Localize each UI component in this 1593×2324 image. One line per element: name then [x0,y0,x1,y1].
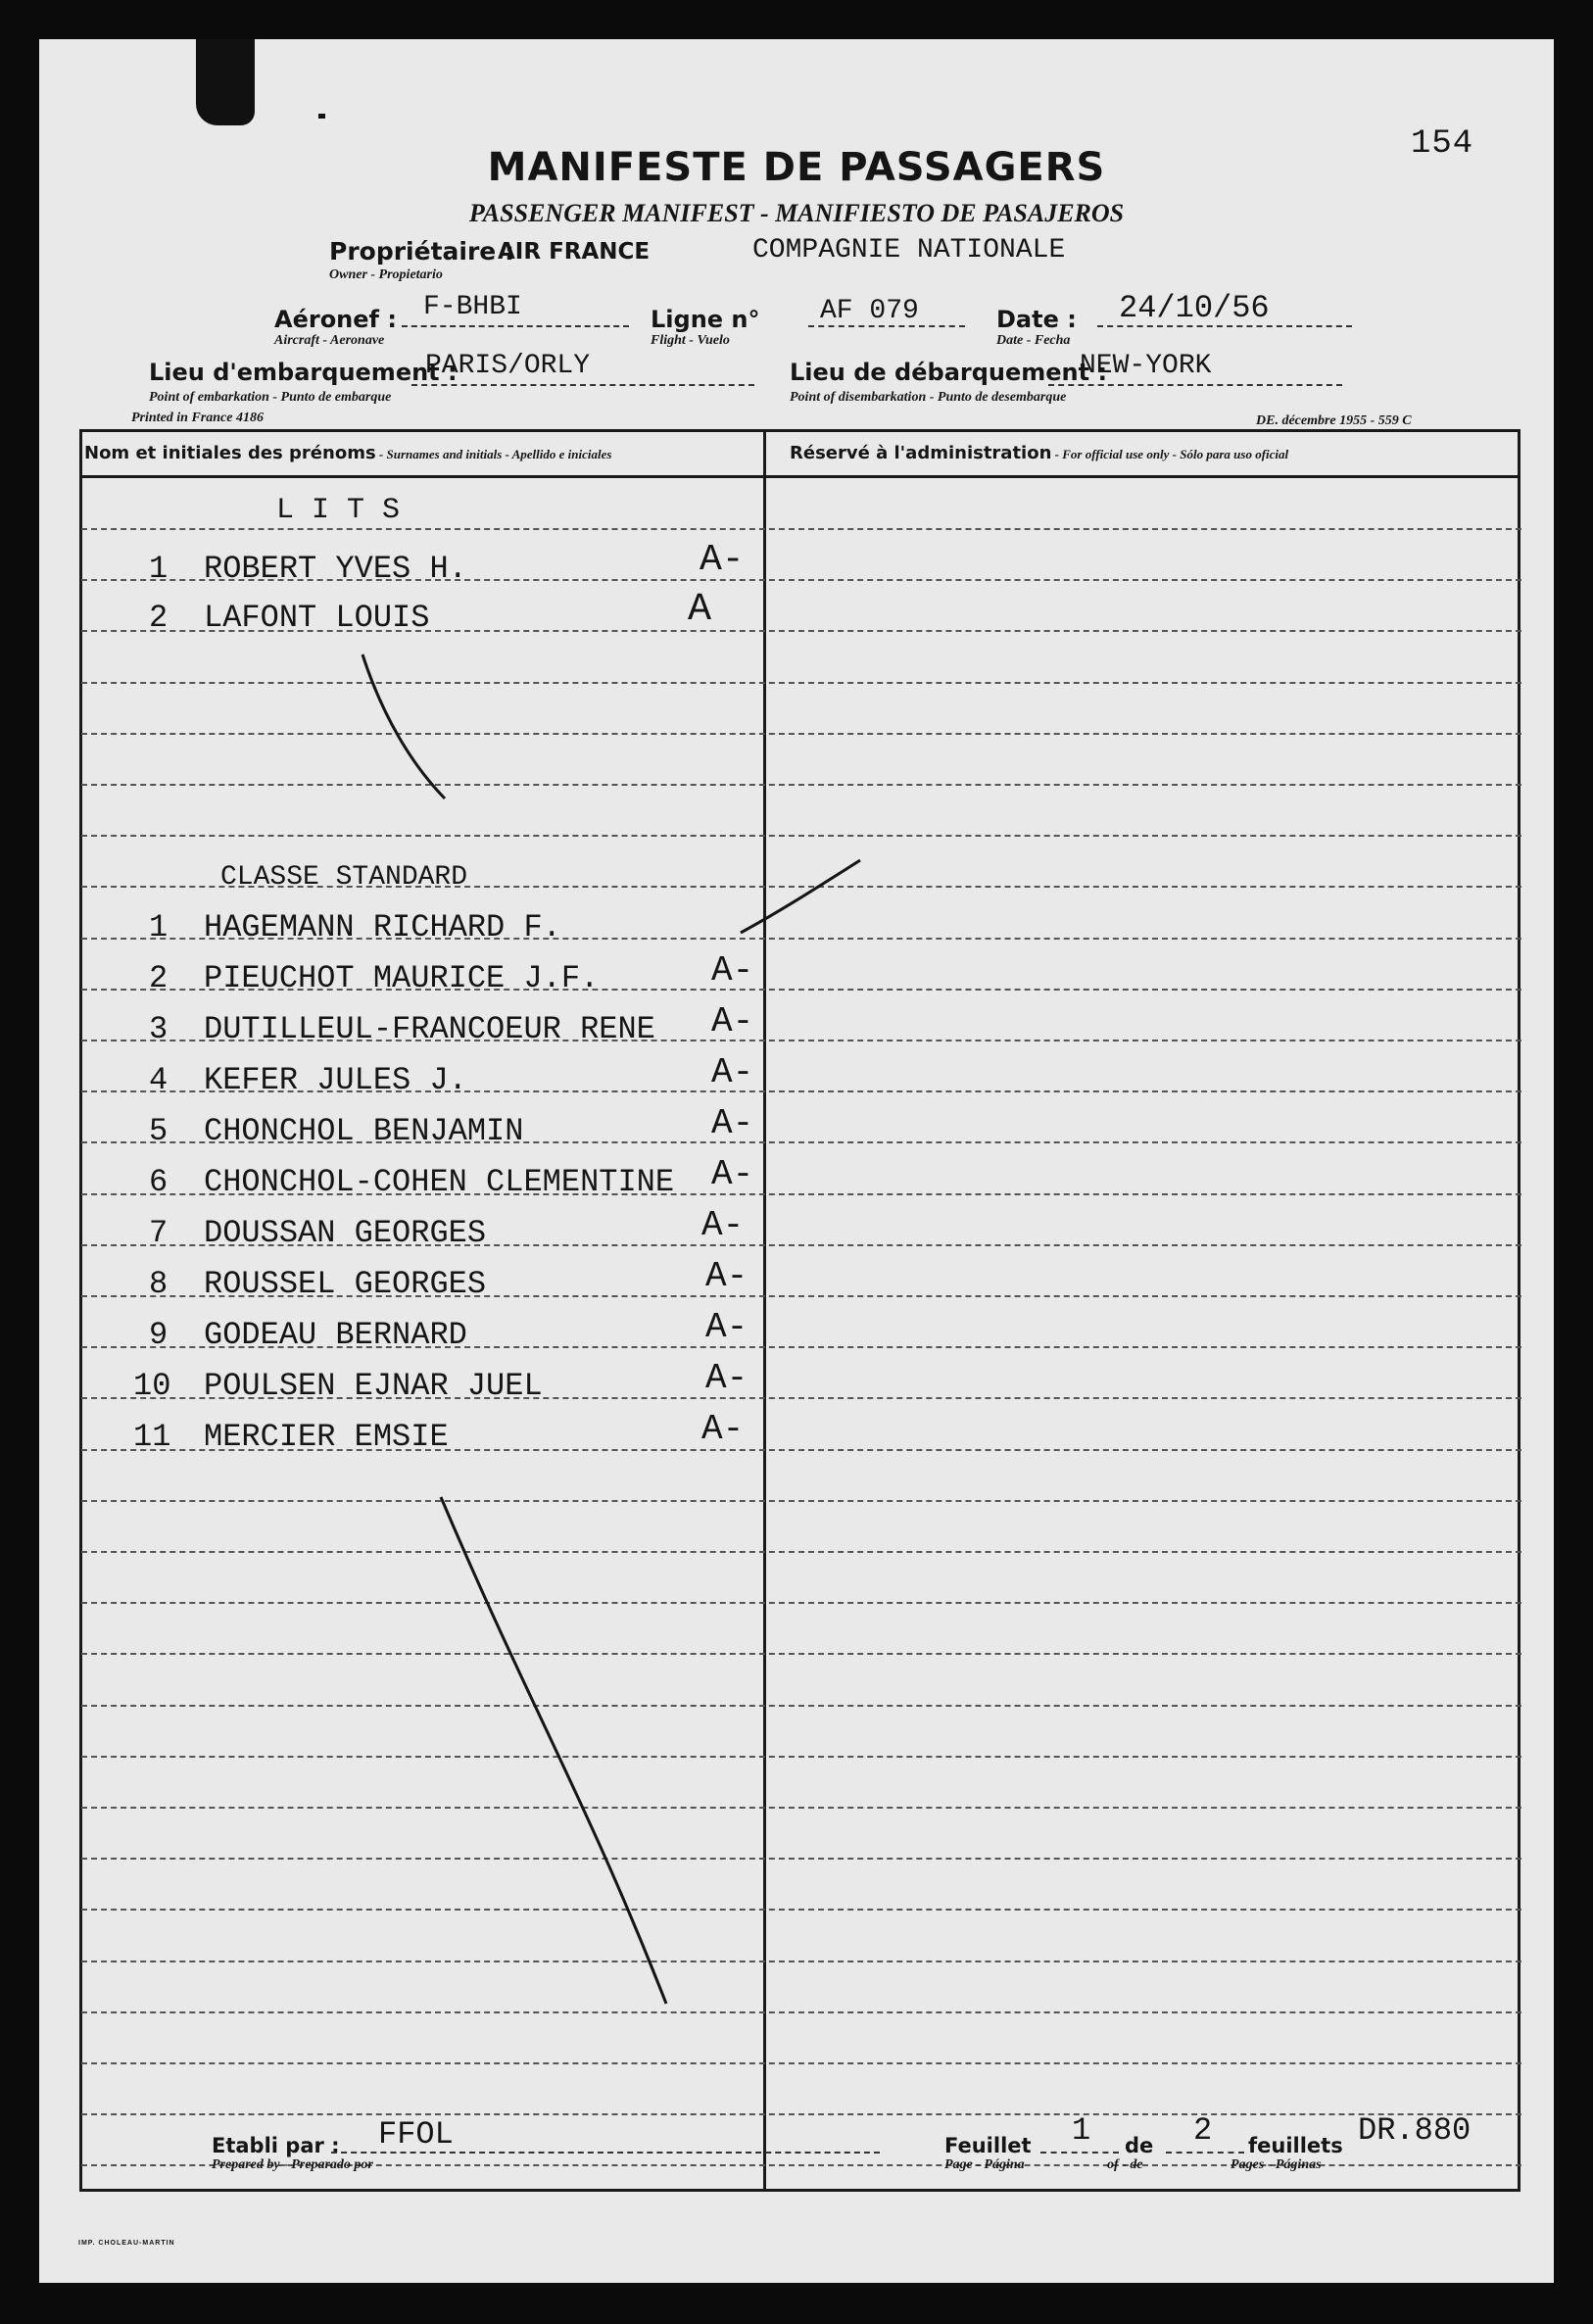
passenger-mark: A- [700,539,745,581]
pen-stroke-lits [362,654,445,799]
date-value: 24/10/56 [1119,290,1270,326]
embarkation-value: PARIS/ORLY [425,351,591,381]
passenger-number: 7 [149,1215,169,1251]
sheets-label: feuillets [1248,2134,1343,2157]
passenger-name: CHONCHOL BENJAMIN [204,1113,524,1149]
date-caption: Date - Fecha [996,333,1071,348]
passenger-mark: A- [705,1307,748,1347]
passenger-mark: A [688,588,712,632]
passenger-mark: A- [711,1154,754,1194]
names-column-label: Nom et initiales des prénoms [84,443,376,463]
aircraft-value: F-BHBI [423,292,522,322]
passenger-name: HAGEMANN RICHARD F. [204,909,561,945]
page-number: 154 [1411,125,1474,163]
printed-in: Printed in France 4186 [131,411,264,425]
date-label: Date : [996,306,1077,333]
passenger-mark: A- [711,1052,754,1092]
sheet-label: Feuillet [944,2134,1032,2157]
embarkation-caption: Point of embarkation - Punto de embarque [149,390,392,405]
passenger-mark: A- [705,1256,748,1296]
sheet-number-underline [1040,2152,1119,2154]
prepared-by-value: FFOL [378,2116,454,2153]
admin-column-translation: - For official use only - Sólo para uso oficial [1051,447,1289,461]
disembarkation-value: NEW-YORK [1080,351,1212,381]
passenger-number: 1 [149,909,169,945]
imprint: IMP. CHOLEAU-MARTIN [78,2240,175,2247]
admin-column-label: Réservé à l'administration [790,443,1052,463]
passenger-name: GODEAU BERNARD [204,1317,467,1353]
passenger-number: 3 [149,1011,169,1047]
passenger-name: ROBERT YVES H. [204,551,467,587]
passenger-name: CHONCHOL-COHEN CLEMENTINE [204,1164,675,1200]
form-subtitle: PASSENGER MANIFEST - MANIFIESTO DE PASAJEROS [468,199,1125,227]
passenger-mark: A- [711,950,754,991]
passenger-name: DUTILLEUL-FRANCOEUR RENE [204,1011,655,1047]
owner-label: Propriétaire : [329,237,514,266]
passenger-name: DOUSSAN GEORGES [204,1215,487,1251]
passenger-name: PIEUCHOT MAURICE J.F. [204,960,600,996]
passenger-name: ROUSSEL GEORGES [204,1266,487,1302]
passenger-number: 4 [149,1062,169,1098]
flight-value: AF 079 [820,296,919,326]
flight-caption: Flight - Vuelo [651,333,730,348]
owner-printed-value: AIR FRANCE [498,239,651,265]
passenger-number: 9 [149,1317,169,1353]
pen-stroke-hagemann [741,860,860,933]
passenger-number: 5 [149,1113,169,1149]
passenger-number: 1 [149,551,169,587]
passenger-mark: A- [701,1409,745,1449]
reference-number: DR.880 [1358,2112,1472,2149]
passenger-mark: A- [711,1103,754,1143]
form-code: DE. décembre 1955 - 559 C [1256,413,1412,428]
disembarkation-caption: Point of disembarkation - Punto de desembarque [790,390,1067,405]
flight-label: Ligne n° [651,306,760,333]
passenger-mark: A- [711,1001,754,1041]
passenger-mark: A- [701,1205,745,1245]
passenger-number: 10 [133,1368,171,1404]
owner-typed-value: COMPAGNIE NATIONALE [752,235,1066,266]
prepared-by-caption: Prepared by - Preparado por [212,2157,373,2172]
sheet-pages-caption: Pages - Páginas [1231,2157,1322,2172]
sheet-total: 2 [1193,2112,1213,2149]
passenger-number: 2 [149,600,169,636]
aircraft-caption: Aircraft - Aeronave [274,333,385,348]
prepared-by-underline [331,2152,880,2154]
disembarkation-label: Lieu de débarquement : [790,359,1108,386]
section-heading-classe-standard: CLASSE STANDARD [220,862,468,893]
pen-strokes [39,39,1554,2283]
passenger-number: 8 [149,1266,169,1302]
passenger-number: 2 [149,960,169,996]
passenger-mark: A- [705,1358,748,1398]
passenger-name: POULSEN EJNAR JUEL [204,1368,543,1404]
sheet-page-caption: Page - Página [944,2157,1025,2172]
aircraft-label: Aéronef : [274,306,397,333]
form-title: MANIFESTE DE PASSAGERS [487,145,1106,190]
owner-caption: Owner - Propietario [329,267,443,282]
manifest-sheet [39,39,1554,2283]
passenger-number: 6 [149,1164,169,1200]
passenger-name: KEFER JULES J. [204,1062,467,1098]
sheet-of-label: de [1125,2134,1154,2157]
embarkation-label: Lieu d'embarquement : [149,359,458,386]
passenger-name: MERCIER EMSIE [204,1419,449,1455]
sheet-total-underline [1166,2152,1244,2154]
names-column-translation: - Surnames and initials - Apellido e iniciales [375,447,612,461]
sheet-number: 1 [1072,2112,1091,2149]
passenger-name: LAFONT LOUIS [204,600,430,636]
sheet-of-caption: of - de [1107,2157,1143,2172]
passenger-number: 11 [133,1419,171,1455]
section-heading-lits: L I T S [276,494,401,527]
prepared-by-label: Etabli par : [212,2134,340,2157]
pen-stroke-lower [441,1497,666,2004]
